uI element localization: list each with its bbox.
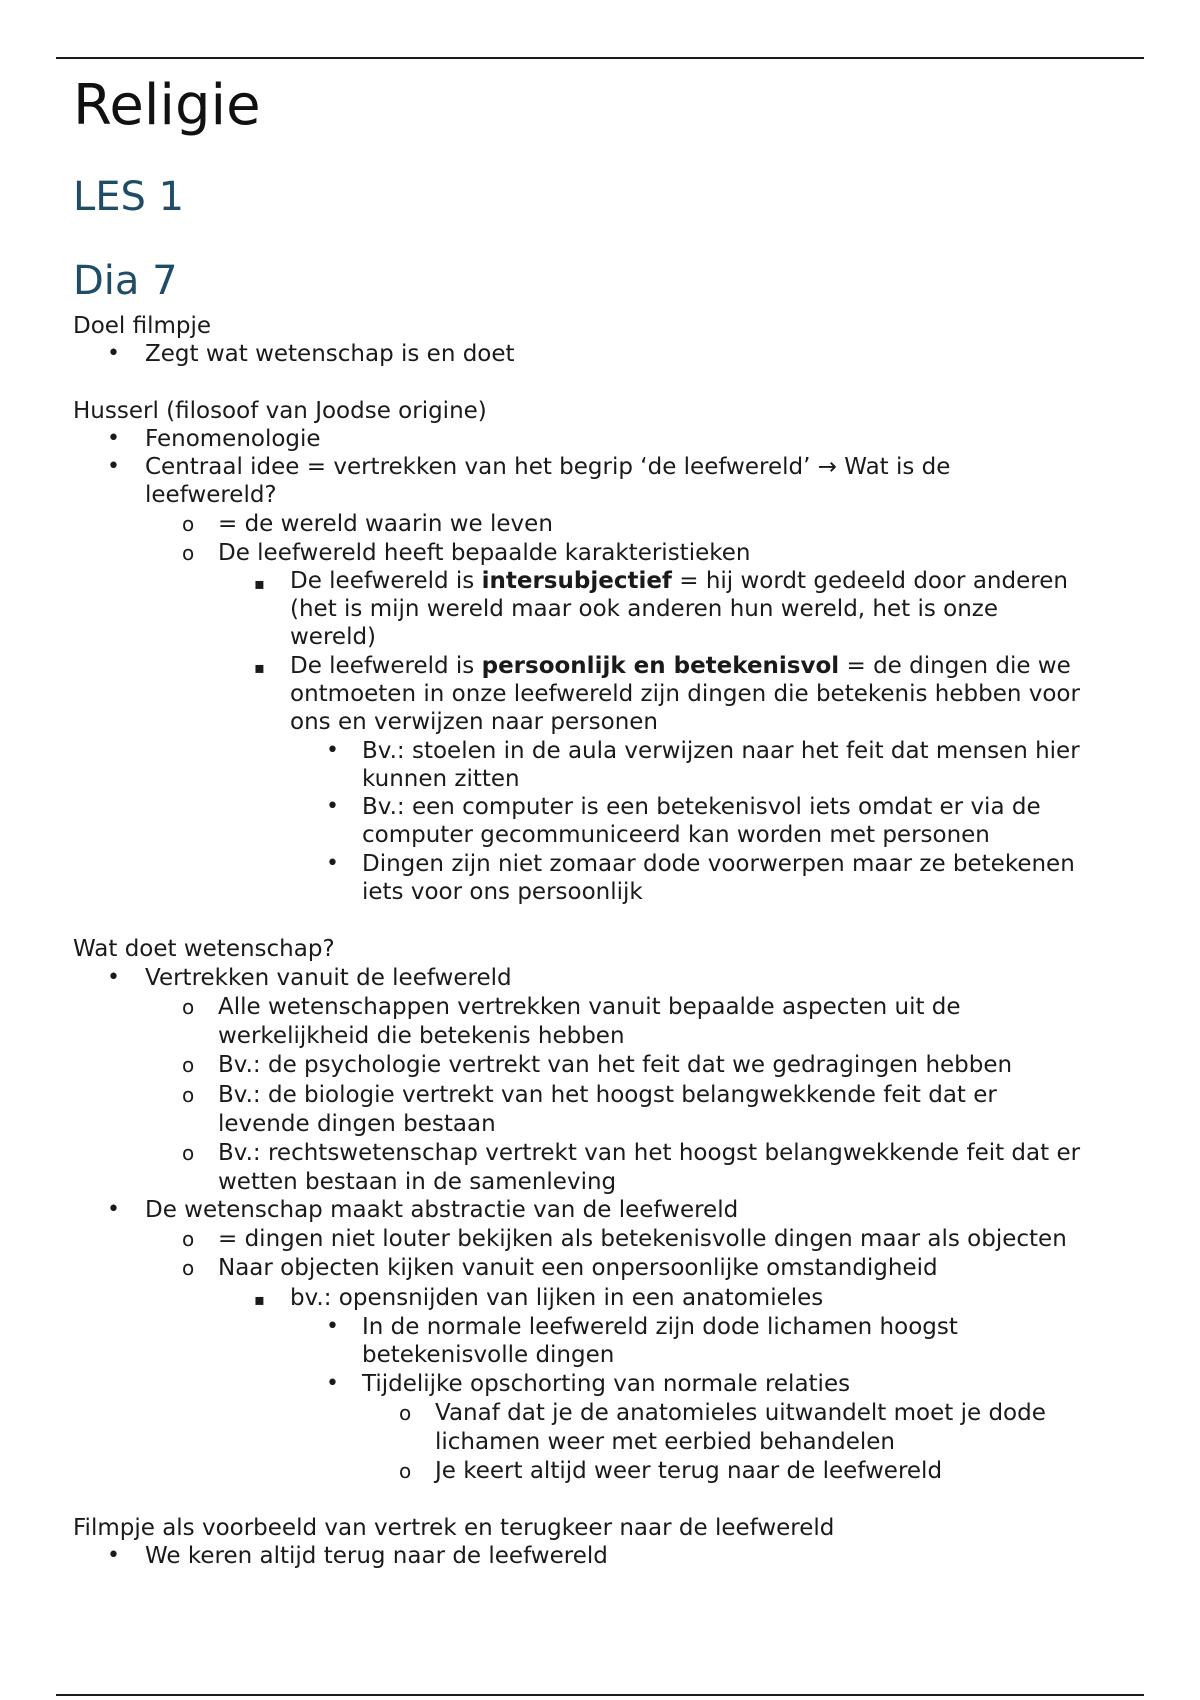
text-run: = hij wordt gedeeld door anderen xyxy=(671,568,1068,594)
bullet-circle: o xyxy=(399,1401,412,1425)
list-item: Alle wetenschappen vertrekken vanuit bepaalde aspecten uit de xyxy=(218,994,961,1020)
para-wat-doet-wetenschap: Wat doet wetenschap? xyxy=(73,936,335,962)
list-item-continuation: computer gecommuniceerd kan worden met personen xyxy=(362,822,990,848)
list-item-continuation: iets voor ons persoonlijk xyxy=(362,879,643,905)
bullet-square: ▪ xyxy=(254,574,265,593)
bullet-disc: • xyxy=(107,426,120,451)
list-item-continuation: levende dingen bestaan xyxy=(218,1111,496,1137)
bullet-disc: • xyxy=(326,1371,339,1396)
list-item-continuation: ontmoeten in onze leefwereld zijn dingen die betekenis hebben voor xyxy=(290,681,1080,707)
top-rule xyxy=(56,57,1144,59)
list-item: = dingen niet louter bekijken als betekenisvolle dingen maar als objecten xyxy=(218,1226,1067,1252)
text-run: De leefwereld is xyxy=(290,568,482,594)
bullet-disc: • xyxy=(326,794,339,819)
para-filmpje-voorbeeld: Filmpje als voorbeeld van vertrek en terugkeer naar de leefwereld xyxy=(73,1515,835,1541)
list-item: We keren altijd terug naar de leefwereld xyxy=(145,1543,608,1569)
bottom-rule xyxy=(56,1694,1144,1696)
bullet-circle: o xyxy=(182,541,195,565)
list-item: Tijdelijke opschorting van normale relaties xyxy=(362,1371,851,1397)
bullet-disc: • xyxy=(326,1314,339,1339)
list-item-continuation: wetten bestaan in de samenleving xyxy=(218,1169,617,1195)
list-item: Bv.: de psychologie vertrekt van het feit dat we gedragingen hebben xyxy=(218,1052,1013,1078)
list-item-continuation: ons en verwijzen naar personen xyxy=(290,709,658,735)
list-item-continuation: (het is mijn wereld maar ook anderen hun wereld, het is onze xyxy=(290,596,999,622)
bullet-circle: o xyxy=(182,1053,195,1077)
bullet-circle: o xyxy=(182,1083,195,1107)
bullet-disc: • xyxy=(107,1543,120,1568)
list-item: Dingen zijn niet zomaar dode voorwerpen maar ze betekenen xyxy=(362,851,1075,877)
para-doel-filmpje: Doel filmpje xyxy=(73,313,212,339)
list-item: Bv.: de biologie vertrekt van het hoogst belangwekkende feit dat er xyxy=(218,1082,997,1108)
document-title: Religie xyxy=(73,73,261,138)
heading-les-1: LES 1 xyxy=(73,174,185,220)
bullet-disc: • xyxy=(107,965,120,990)
list-item: In de normale leefwereld zijn dode lichamen hoogst xyxy=(362,1314,958,1340)
bullet-circle: o xyxy=(182,1141,195,1165)
list-item: De wetenschap maakt abstractie van de leefwereld xyxy=(145,1197,739,1223)
bullet-disc: • xyxy=(107,341,120,366)
list-item-continuation: lichamen weer met eerbied behandelen xyxy=(435,1429,895,1455)
list-item: Vanaf dat je de anatomieles uitwandelt moet je dode xyxy=(435,1400,1046,1426)
list-item: Centraal idee = vertrekken van het begrip ‘de leefwereld’ → Wat is de xyxy=(145,454,951,480)
list-item: Vertrekken vanuit de leefwereld xyxy=(145,965,512,991)
bullet-disc: • xyxy=(326,738,339,763)
list-item: Je keert altijd weer terug naar de leefwereld xyxy=(435,1458,943,1484)
para-husserl: Husserl (filosoof van Joodse origine) xyxy=(73,398,487,424)
bullet-circle: o xyxy=(182,995,195,1019)
bullet-circle: o xyxy=(399,1459,412,1483)
list-item-continuation: leefwereld? xyxy=(145,482,277,508)
bullet-circle: o xyxy=(182,512,195,536)
list-item: De leefwereld heeft bepaalde karakteristieken xyxy=(218,540,751,566)
list-item: Bv.: stoelen in de aula verwijzen naar het feit dat mensen hier xyxy=(362,738,1080,764)
list-item: Fenomenologie xyxy=(145,426,321,452)
list-item-continuation: werkelijkheid die betekenis hebben xyxy=(218,1023,625,1049)
text-run: = de dingen die we xyxy=(839,653,1071,679)
list-item: Naar objecten kijken vanuit een onpersoonlijke omstandigheid xyxy=(218,1255,938,1281)
list-item: Zegt wat wetenschap is en doet xyxy=(145,341,515,367)
bullet-disc: • xyxy=(107,454,120,479)
bullet-circle: o xyxy=(182,1227,195,1251)
list-item: = de wereld waarin we leven xyxy=(218,511,553,537)
list-item-persoonlijk xyxy=(290,652,1071,680)
bullet-disc: • xyxy=(326,851,339,876)
text-run: De leefwereld is xyxy=(290,653,482,679)
bold-term: intersubjectief xyxy=(481,568,672,594)
list-item-intersubjectief xyxy=(290,567,1068,595)
bullet-square: ▪ xyxy=(254,1290,265,1309)
list-item: bv.: opensnijden van lijken in een anatomieles xyxy=(290,1285,824,1311)
list-item-continuation: betekenisvolle dingen xyxy=(362,1342,615,1368)
list-item-continuation: wereld) xyxy=(290,624,377,650)
list-item: Bv.: rechtswetenschap vertrekt van het hoogst belangwekkende feit dat er xyxy=(218,1140,1081,1166)
bullet-square: ▪ xyxy=(254,658,265,677)
bold-term: persoonlijk en betekenisvol xyxy=(481,653,840,679)
bullet-disc: • xyxy=(107,1197,120,1222)
heading-dia-7: Dia 7 xyxy=(73,258,178,304)
list-item-continuation: kunnen zitten xyxy=(362,766,520,792)
bullet-circle: o xyxy=(182,1256,195,1280)
list-item: Bv.: een computer is een betekenisvol iets omdat er via de xyxy=(362,794,1041,820)
